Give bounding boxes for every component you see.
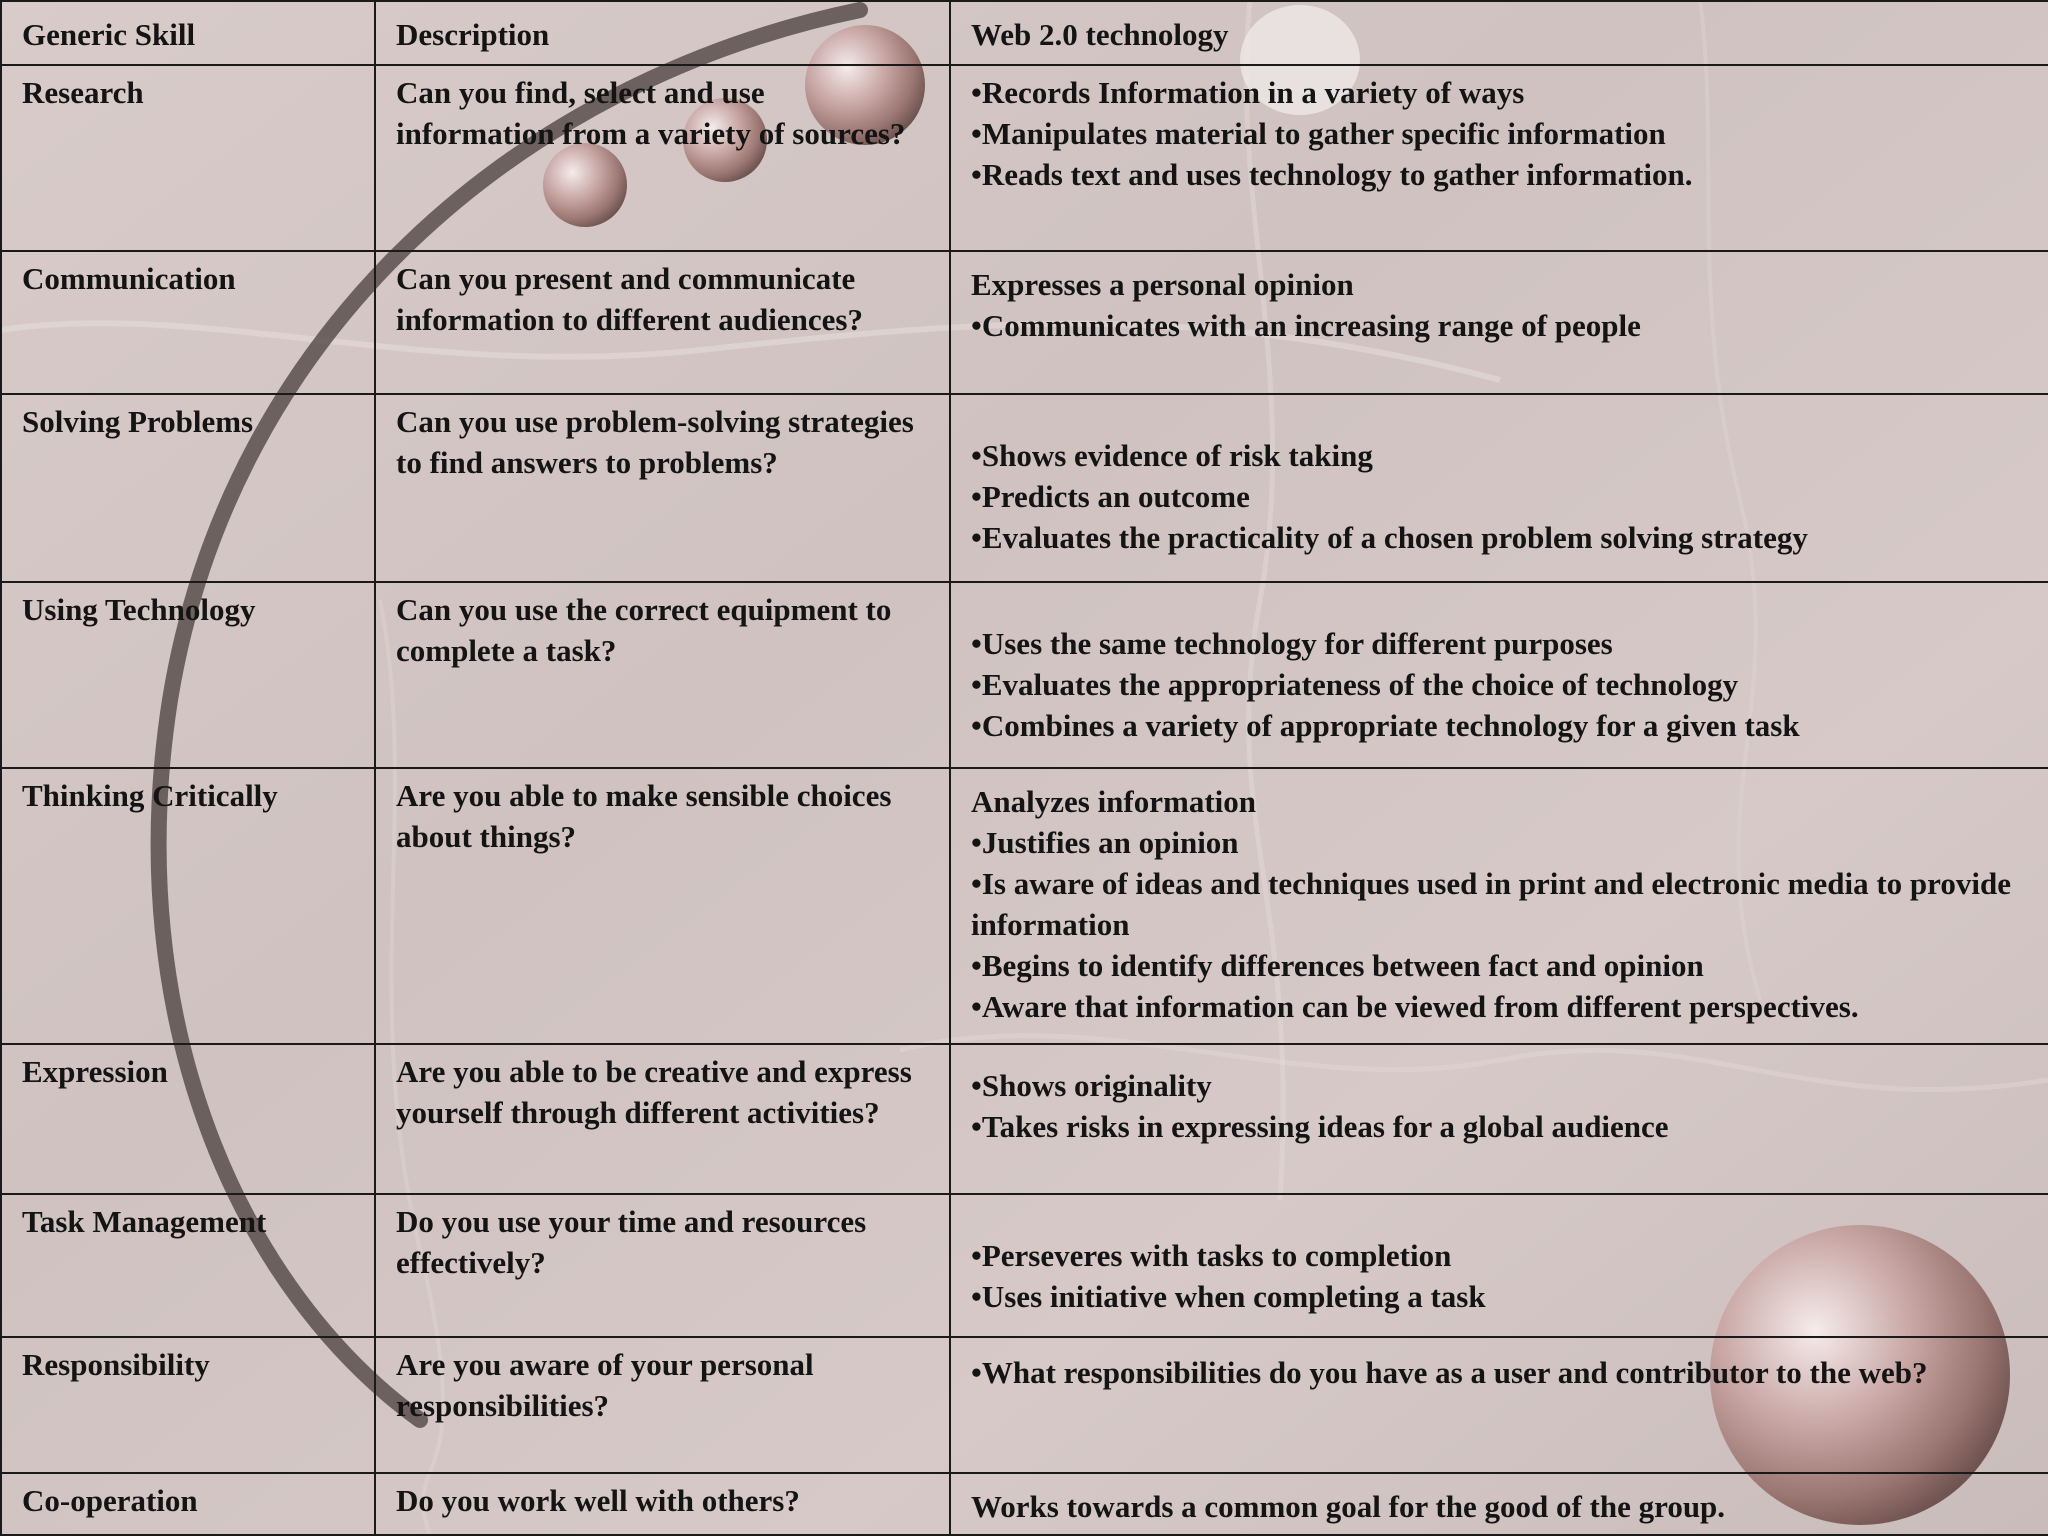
header-web-technology: Web 2.0 technology: [950, 1, 2048, 65]
description-cell: Are you aware of your personal responsibilities?: [375, 1337, 950, 1473]
skill-cell: Research: [1, 65, 375, 251]
description-cell: Can you use problem-solving strategies to find answers to problems?: [375, 394, 950, 581]
table-row: [1, 1473, 2048, 1535]
table-row: [1, 251, 2048, 394]
web-item: •Is aware of ideas and techniques used in print and electronic media to provide information: [971, 865, 2011, 942]
web-item: •Shows originality: [971, 1068, 1212, 1104]
web-item: Analyzes information: [971, 783, 1257, 819]
skill-cell: Communication: [1, 251, 375, 394]
skill-cell: Using Technology: [1, 582, 375, 768]
table-header-row: [1, 1, 2048, 65]
web-item: •Perseveres with tasks to completion: [971, 1237, 1452, 1273]
web-item: •Manipulates material to gather specific information: [971, 116, 1666, 151]
web-item: •Reads text and uses technology to gather information.: [971, 157, 1693, 192]
web-item: •Records Information in a variety of ways: [971, 75, 1525, 110]
web-item: •Takes risks in expressing ideas for a global audience: [971, 1109, 1669, 1145]
web-technology-cell: [950, 1337, 2048, 1473]
web-item: •Shows evidence of risk taking: [971, 438, 1373, 474]
skill-cell: Expression: [1, 1044, 375, 1193]
web-item: •What responsibilities do you have as a user and contributor to the web?: [971, 1354, 1928, 1390]
description-cell: Can you present and communicate information to different audiences?: [375, 251, 950, 394]
table-row: [1, 394, 2048, 581]
skill-cell: Co-operation: [1, 1473, 375, 1535]
skill-cell: Thinking Critically: [1, 768, 375, 1044]
web-item: •Begins to identify differences between fact and opinion: [971, 947, 1704, 983]
description-cell: Do you use your time and resources effectively?: [375, 1194, 950, 1337]
web-item: •Communicates with an increasing range of people: [971, 308, 1641, 344]
description-cell: Are you able to be creative and express yourself through different activities?: [375, 1044, 950, 1193]
web-item: Expresses a personal opinion: [971, 267, 1354, 303]
table-row: [1, 1044, 2048, 1193]
web-item: •Aware that information can be viewed from different perspectives.: [971, 988, 1859, 1024]
web-technology-cell: [950, 394, 2048, 581]
web-technology-cell: [950, 1044, 2048, 1193]
table-row: [1, 65, 2048, 251]
header-generic-skill: Generic Skill: [1, 1, 375, 65]
table-row: [1, 1337, 2048, 1473]
web-item: •Evaluates the appropriateness of the choice of technology: [971, 666, 1739, 702]
table-row: [1, 768, 2048, 1044]
web-technology-cell: [950, 768, 2048, 1044]
web-technology-cell: [950, 65, 2048, 251]
web-item: •Evaluates the practicality of a chosen problem solving strategy: [971, 520, 1808, 556]
skill-cell: Solving Problems: [1, 394, 375, 581]
skill-cell: Task Management: [1, 1194, 375, 1337]
header-description: Description: [375, 1, 950, 65]
web-item: •Uses initiative when completing a task: [971, 1278, 1486, 1314]
web-technology-cell: [950, 1194, 2048, 1337]
web-item: •Predicts an outcome: [971, 479, 1250, 515]
web-item: Works towards a common goal for the good of the group.: [971, 1488, 1726, 1524]
web-technology-cell: [950, 251, 2048, 394]
table-row: [1, 582, 2048, 768]
web-technology-cell: [950, 1473, 2048, 1535]
web-technology-cell: [950, 582, 2048, 768]
table-row: [1, 1194, 2048, 1337]
web-item: •Uses the same technology for different purposes: [971, 625, 1613, 661]
web-item: •Combines a variety of appropriate technology for a given task: [971, 707, 1800, 743]
description-cell: Can you use the correct equipment to complete a task?: [375, 582, 950, 768]
description-cell: Are you able to make sensible choices about things?: [375, 768, 950, 1044]
web-item: •Justifies an opinion: [971, 824, 1239, 860]
description-cell: Can you find, select and use information from a variety of sources?: [375, 65, 950, 251]
description-cell: Do you work well with others?: [375, 1473, 950, 1535]
skill-cell: Responsibility: [1, 1337, 375, 1473]
